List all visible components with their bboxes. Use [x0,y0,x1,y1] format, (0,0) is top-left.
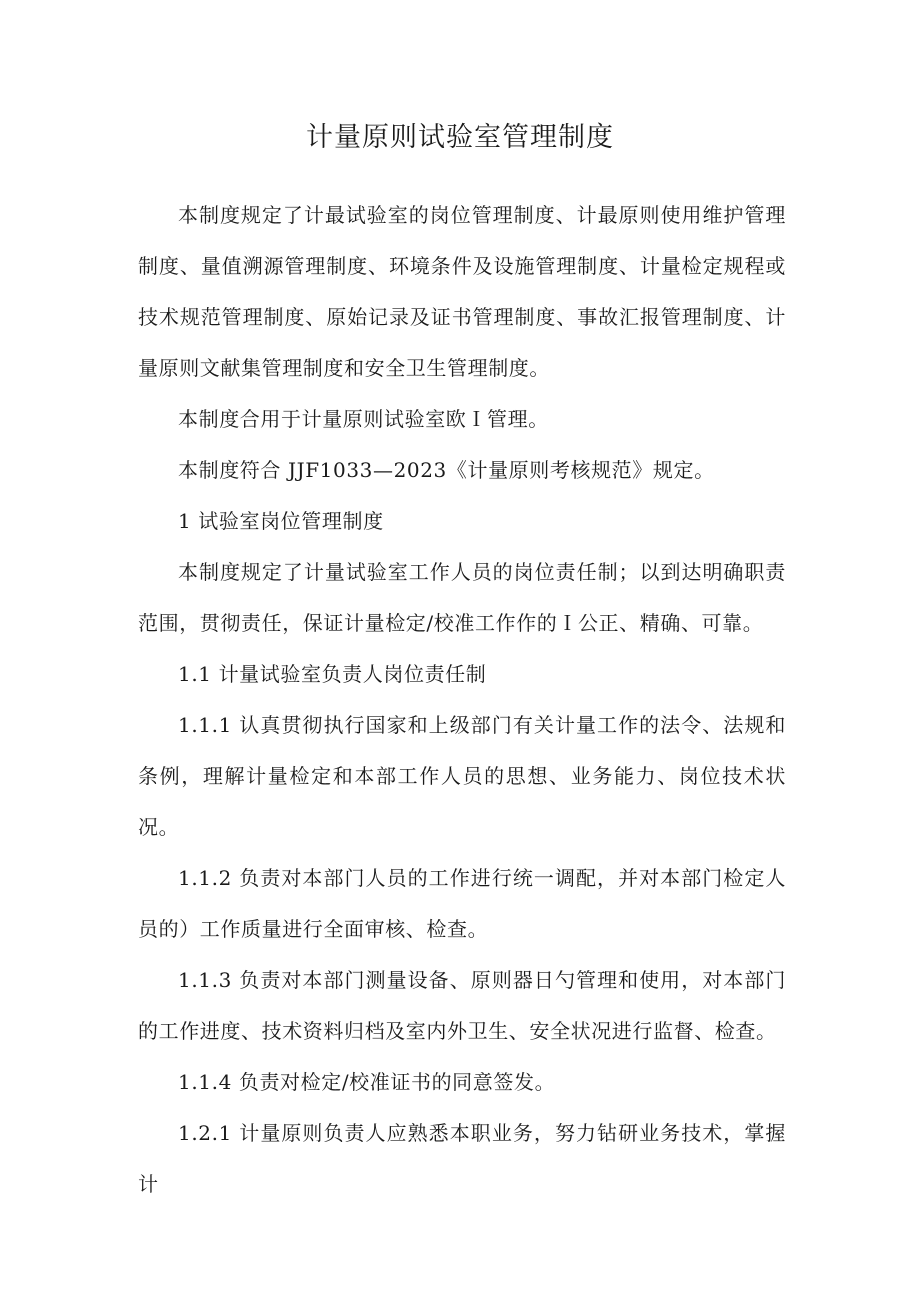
clause-1-1-1: 1.1.1 认真贯彻执行国家和上级部门有关计量工作的法令、法规和条例，理解计量检定和本部工作人员的思想、业务能力、岗位技术状况。 [138,713,786,839]
paragraph-section-1-intro: 本制度规定了计量试验室工作人员的岗位责任制；以到达明确职责范围，贯彻责任，保证计量检定/校准工作作的Ｉ公正、精确、可靠。 [138,560,786,635]
clause-1-2-1: 1.2.1 计量原则负责人应熟悉本职业务，努力钻研业务技术，掌握计 [138,1121,786,1196]
clause-1-1-2: 1.1.2 负责对本部门人员的工作进行统一调配，并对本部门检定人员的）工作质量进行全面审核、检查。 [138,866,786,941]
document-body [138,190,786,1210]
document-title: 计量原则试验室管理制度 [306,122,614,153]
section-heading-1-1: 1.1 计量试验室负责人岗位责任制 [178,662,487,686]
section-heading-1: 1 试验室岗位管理制度 [178,509,384,533]
clause-1-1-3: 1.1.3 负责对本部门测量设备、原则器日勺管理和使用，对本部门的工作进度、技术资料归档及室内外卫生、安全状况进行监督、检查。 [138,968,786,1043]
paragraph-intro: 本制度规定了计最试验室的岗位管理制度、计最原则使用维护管理制度、量值溯源管理制度、环境条件及设施管理制度、计量检定规程或技术规范管理制度、原始记录及证书管理制度、事故汇报管理制度、计量原则文献集管理制度和安全卫生管理制度。 [138,203,786,380]
paragraph-scope: 本制度合用于计量原则试验室欧Ｉ管理。 [178,407,549,431]
paragraph-compliance: 本制度符合 JJF1033—2023《计量原则考核规范》规定。 [178,458,715,482]
clause-1-1-4: 1.1.4 负责对检定/校准证书的同意签发。 [178,1070,556,1094]
